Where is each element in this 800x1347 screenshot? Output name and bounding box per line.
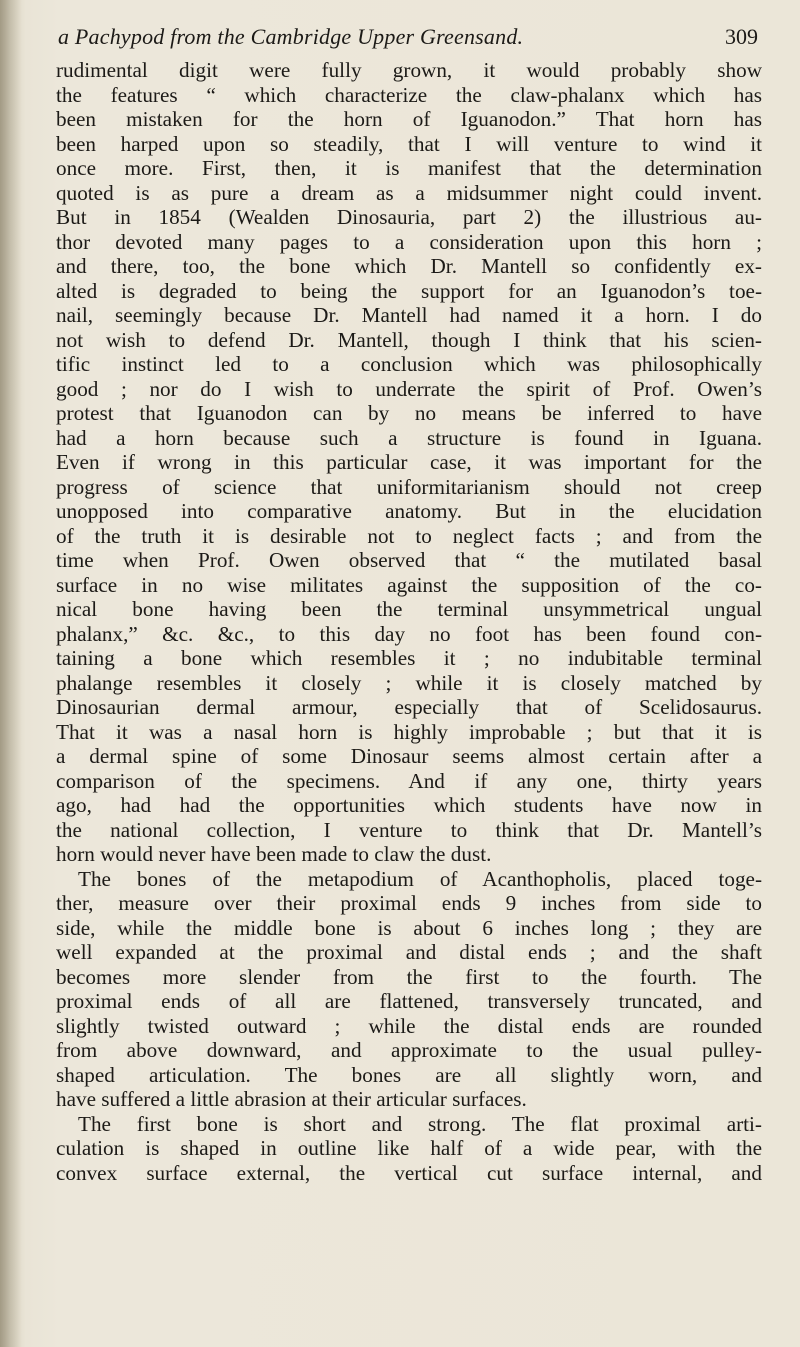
text-line: thor devoted many pages to a consideration upon this horn ; xyxy=(56,229,762,254)
text-line: convex surface external, the vertical cut surface internal, and xyxy=(56,1160,762,1185)
text-line: ago, had had the opportunities which students have now in xyxy=(56,793,762,817)
text-line: surface in no wise militates against the supposition of the co- xyxy=(56,572,762,597)
text-line: nical bone having been the terminal unsymmetrical ungual xyxy=(56,597,762,621)
text-line: had a horn because such a structure is found in Iguana. xyxy=(56,425,762,450)
text-line: Even if wrong in this particular case, it was important for the xyxy=(56,450,762,474)
text-line: But in 1854 (Wealden Dinosauria, part 2) the illustrious au- xyxy=(56,205,762,229)
text-line: good ; nor do I wish to underrate the spirit of Prof. Owen’s xyxy=(56,376,762,401)
text-line: becomes more slender from the first to the fourth. The xyxy=(56,964,762,989)
running-header xyxy=(58,24,758,54)
text-line: progress of science that uniformitarianism should not creep xyxy=(56,474,762,499)
text-line: phalange resembles it closely ; while it is closely matched by xyxy=(56,670,762,695)
text-line: culation is shaped in outline like half of a wide pear, with the xyxy=(56,1136,762,1160)
text-line: Dinosaurian dermal armour, especially that of Scelidosaurus. xyxy=(56,695,762,719)
text-line: been mistaken for the horn of Iguanodon.” That horn has xyxy=(56,107,762,131)
text-line: the national collection, I venture to think that Dr. Mantell’s xyxy=(56,817,762,842)
text-line: rudimental digit were fully grown, it would probably show xyxy=(56,58,762,82)
text-line: well expanded at the proximal and distal ends ; and the shaft xyxy=(56,940,762,964)
text-line: taining a bone which resembles it ; no indubitable terminal xyxy=(56,646,762,670)
text-line: alted is degraded to being the support for an Iguanodon’s toe- xyxy=(56,278,762,303)
text-line: of the truth it is desirable not to neglect facts ; and from the xyxy=(56,523,762,548)
text-line: protest that Iguanodon can by no means be inferred to have xyxy=(56,401,762,425)
text-line: the features “ which characterize the claw-phalanx which has xyxy=(56,82,762,107)
text-line: nail, seemingly because Dr. Mantell had named it a horn. I do xyxy=(56,303,762,327)
text-line: been harped upon so steadily, that I will venture to wind it xyxy=(56,131,762,156)
text-line: and there, too, the bone which Dr. Mantell so confidently ex- xyxy=(56,254,762,278)
text-line: from above downward, and approximate to the usual pulley- xyxy=(56,1038,762,1062)
text-line: That it was a nasal horn is highly improbable ; but that it is xyxy=(56,719,762,744)
text-line: ther, measure over their proximal ends 9 inches from side to xyxy=(56,891,762,915)
text-line: slightly twisted outward ; while the distal ends are rounded xyxy=(56,1013,762,1038)
text-line: horn would never have been made to claw the dust. xyxy=(56,842,492,866)
text-line: The bones of the metapodium of Acanthopholis, placed toge- xyxy=(78,866,762,891)
text-line: have suffered a little abrasion at their articular surfaces. xyxy=(56,1087,527,1111)
text-line: proximal ends of all are flattened, transversely truncated, and xyxy=(56,989,762,1013)
body-text xyxy=(56,58,762,1185)
text-line: time when Prof. Owen observed that “ the mutilated basal xyxy=(56,548,762,572)
text-line: tific instinct led to a conclusion which was philosophically xyxy=(56,352,762,376)
text-line: side, while the middle bone is about 6 inches long ; they are xyxy=(56,915,762,940)
text-line: The first bone is short and strong. The flat proximal arti- xyxy=(78,1111,762,1136)
text-line: shaped articulation. The bones are all slightly worn, and xyxy=(56,1062,762,1087)
binding-gutter-shadow xyxy=(0,0,22,1347)
text-line: phalanx,” &c. &c., to this day no foot has been found con- xyxy=(56,621,762,646)
text-line: quoted is as pure a dream as a midsummer night could invent. xyxy=(56,180,762,205)
text-line: unopposed into comparative anatomy. But in the elucidation xyxy=(56,499,762,523)
text-line: a dermal spine of some Dinosaur seems almost certain after a xyxy=(56,744,762,768)
text-line: once more. First, then, it is manifest that the determination xyxy=(56,156,762,180)
running-title: a Pachypod from the Cambridge Upper Greensand. xyxy=(58,24,524,49)
text-line: not wish to defend Dr. Mantell, though I think that his scien- xyxy=(56,327,762,352)
text-line: comparison of the specimens. And if any one, thirty years xyxy=(56,768,762,793)
page-number: 309 xyxy=(725,24,758,49)
